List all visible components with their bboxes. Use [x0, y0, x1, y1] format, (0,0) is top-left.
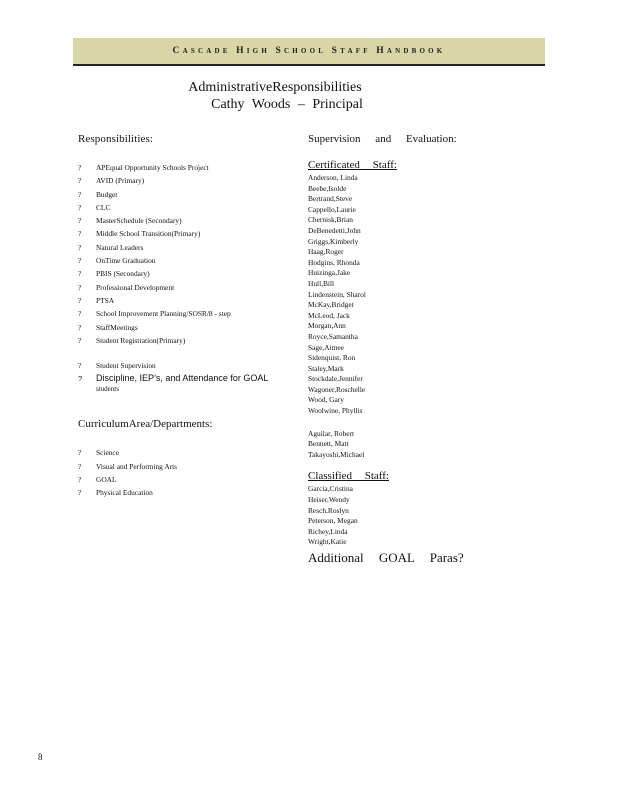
supervision-heading: Supervision and Evaluation:	[308, 133, 457, 145]
certificated-staff-heading: Certificated Staff:	[308, 159, 397, 171]
list-item	[78, 334, 288, 347]
list-item-label: PTSA	[96, 295, 115, 305]
list-item-label: Budget	[96, 189, 118, 199]
list-item-label: Professional Development	[96, 282, 175, 292]
list-item-label: CLC	[96, 202, 111, 212]
bullet-glyph: ?	[78, 242, 82, 252]
responsibilities-extra-list	[78, 359, 288, 385]
list-item-label: MasterSchedule (Secondary)	[96, 216, 182, 226]
staff-name: Richey,Linda	[308, 526, 348, 536]
list-item	[78, 460, 288, 473]
staff-name: Royce,Samantha	[308, 331, 358, 341]
staff-name: Hodgins, Rhonda	[308, 257, 360, 267]
bullet-glyph: ?	[78, 335, 82, 345]
list-item-label: Visual and Performing Arts	[96, 461, 178, 471]
bullet-glyph: ?	[78, 176, 82, 186]
staff-name: Huizinga,Jake	[308, 268, 351, 278]
list-item	[78, 214, 288, 227]
left-column	[78, 133, 288, 500]
handbook-header-title: Cascade High School Staff Handbook	[172, 46, 446, 56]
curriculum-list	[78, 446, 288, 499]
list-item	[78, 486, 288, 499]
list-item	[78, 241, 288, 254]
classified-staff-list	[308, 484, 508, 548]
bullet-glyph: ?	[78, 461, 82, 471]
bullet-glyph: ?	[78, 256, 82, 266]
staff-name: Aguilar, Robert	[308, 428, 355, 438]
certificated-staff-extra-list	[308, 429, 508, 461]
staff-name: Morgan,Ann	[308, 321, 346, 331]
list-item	[78, 294, 288, 307]
bullet-glyph: ?	[78, 374, 83, 384]
staff-name: Cappello,Laurie	[308, 204, 356, 214]
list-item	[78, 174, 288, 187]
staff-name: Chernisk,Brian	[308, 215, 353, 225]
responsibilities-extra-note: students	[96, 385, 119, 394]
list-item	[78, 321, 288, 334]
staff-name: Lindenstein, Sharol	[308, 289, 366, 299]
list-item	[78, 161, 288, 174]
list-item-label: Physical Education	[96, 488, 153, 498]
list-item	[78, 372, 288, 385]
staff-name: Sidenquist, Ron	[308, 353, 356, 363]
staff-name: Wagoner,Roschelle	[308, 384, 366, 394]
bullet-glyph: ?	[78, 295, 82, 305]
staff-name: DeBenedetti,John	[308, 225, 361, 235]
staff-name: Hull,Bill	[308, 278, 335, 288]
bullet-glyph: ?	[78, 269, 82, 279]
bullet-glyph: ?	[78, 282, 82, 292]
bullet-glyph: ?	[78, 322, 82, 332]
staff-name: Resch,Roslyn	[308, 505, 349, 515]
list-item-label: APEqual Opportunity Schools Project	[96, 163, 209, 172]
list-item	[78, 188, 288, 201]
list-item-label: Student Supervision	[96, 361, 156, 371]
staff-name: Beebe,Isolde	[308, 183, 347, 193]
list-item	[78, 201, 288, 214]
staff-name: Peterson, Megan	[308, 516, 358, 526]
staff-name: Staley,Mark	[308, 363, 344, 373]
list-item-label: Discipline, IEP’s, and Attendance for GOAL	[96, 373, 269, 384]
staff-name: McKay,Bridget	[308, 300, 354, 310]
bullet-glyph: ?	[78, 448, 82, 458]
list-item-label: PBIS (Secondary)	[96, 269, 150, 279]
list-item-label: School Improvement Planning/SOSR/8 - step	[96, 309, 231, 319]
staff-name: Heiser,Wendy	[308, 495, 350, 505]
list-item-label: GOAL	[96, 475, 117, 485]
bullet-glyph: ?	[78, 216, 82, 226]
responsibilities-heading: Responsibilities:	[78, 133, 154, 145]
staff-name: McLeod, Jack	[308, 310, 350, 320]
page-subtitle: Cathy Woods – Principal	[211, 97, 363, 112]
bullet-glyph: ?	[78, 475, 82, 485]
bullet-glyph: ?	[78, 229, 82, 239]
list-item-label: AVID (Primary)	[96, 176, 145, 186]
list-item	[78, 267, 288, 280]
staff-name: Griggs,Kimberly	[308, 236, 359, 246]
list-item	[78, 359, 288, 372]
bullet-glyph: ?	[78, 488, 82, 498]
list-item	[78, 446, 288, 459]
bullet-glyph: ?	[78, 163, 82, 172]
list-item-label: Student Registration(Primary)	[96, 335, 186, 345]
staff-name: Wood, Gary	[308, 395, 344, 405]
curriculum-heading: CurriculumArea/Departments:	[78, 418, 213, 431]
staff-name: Woolwine, Phyllis	[308, 406, 363, 416]
list-item	[78, 227, 288, 240]
staff-name: Sage,Aimee	[308, 342, 344, 352]
list-item-label: StaffMeetings	[96, 322, 138, 332]
bullet-glyph: ?	[78, 309, 82, 319]
staff-name: Garcia,Cristina	[308, 484, 353, 494]
staff-name: Bennett, Matt	[308, 439, 349, 449]
list-item-label: Science	[96, 448, 119, 458]
page-number: 8	[38, 752, 43, 762]
right-column	[308, 133, 508, 566]
additional-goal-paras: Additional GOAL Paras?	[308, 550, 464, 565]
staff-name: Anderson, Linda	[308, 173, 358, 182]
staff-name: Stockdale,Jennifer	[308, 374, 363, 384]
list-item	[78, 307, 288, 320]
bullet-glyph: ?	[78, 202, 82, 212]
page-title: AdministrativeResponsibilities	[188, 80, 362, 95]
bullet-glyph: ?	[78, 361, 82, 371]
staff-name: Takayoshi,Michael	[308, 449, 365, 459]
responsibilities-list	[78, 161, 288, 347]
bullet-glyph: ?	[78, 189, 82, 199]
list-item-label: Natural Leaders	[96, 242, 144, 252]
staff-name: Wright,Katie	[308, 537, 347, 547]
handbook-header-bar	[73, 38, 545, 66]
list-item-label: OnTime Graduation	[96, 256, 156, 266]
certificated-staff-list	[308, 173, 508, 417]
staff-name: Haag,Roger	[308, 247, 344, 257]
list-item	[78, 254, 288, 267]
list-item	[78, 473, 288, 486]
staff-name: Bertrand,Steve	[308, 194, 353, 204]
list-item	[78, 281, 288, 294]
classified-staff-heading: Classified Staff:	[308, 470, 389, 483]
list-item-label: Middle School Transition(Primary)	[96, 229, 201, 239]
